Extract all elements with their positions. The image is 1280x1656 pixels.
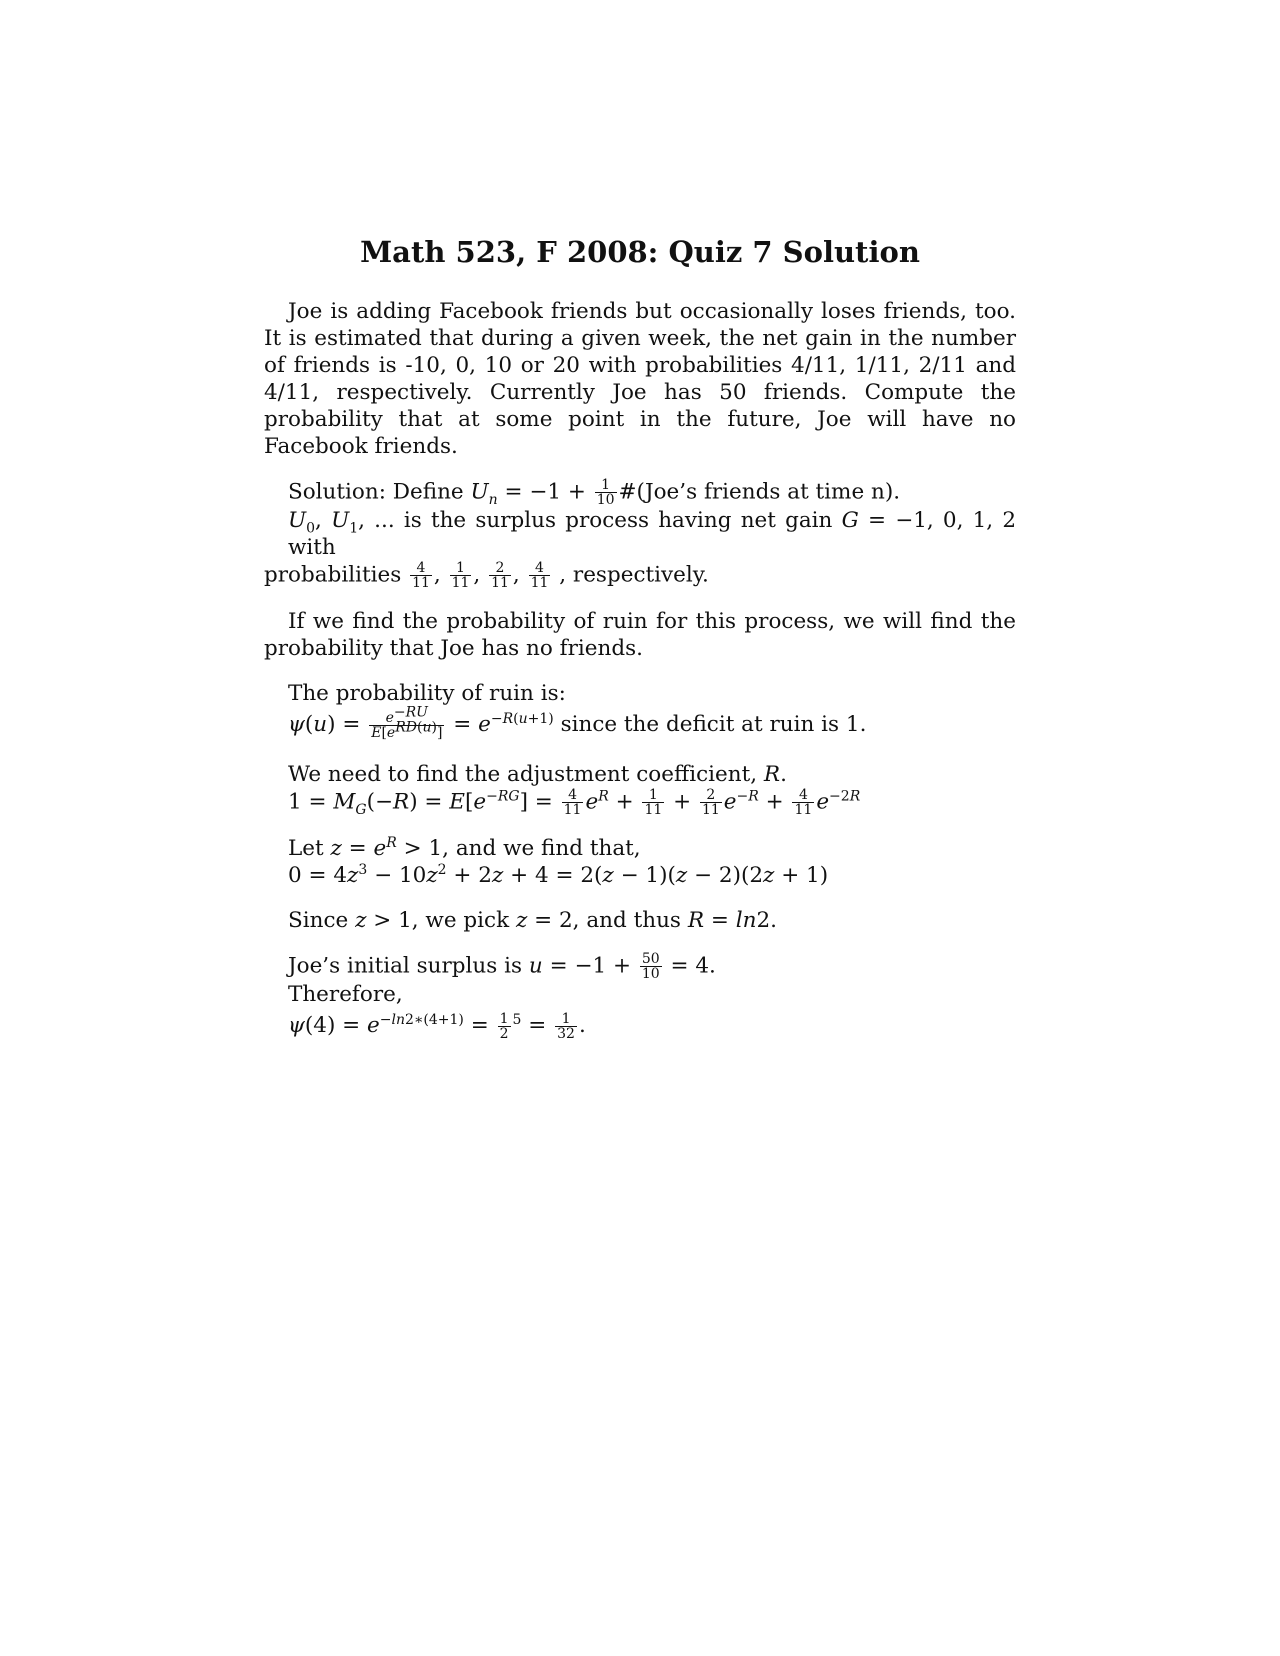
thus-text: , and thus: [572, 908, 681, 933]
probabilities-word: probabilities: [264, 562, 402, 588]
let-z-text: , and we find that,: [442, 836, 641, 861]
surplus-text: is the surplus process having net gain: [403, 508, 833, 533]
deficit-note: since the deficit at ruin is 1.: [560, 712, 867, 737]
document-body: [264, 232, 1016, 1062]
initial-surplus-text: Joe’s initial surplus is: [288, 953, 523, 979]
substitution: Let $z = e^R > 1$, and we find that, $0 = 4z^3 - 10z^2 + 2z + 4 = 2(z - 1)(z - 2)(2z + 1)$: [288, 834, 829, 888]
pick-text: , we pick: [411, 908, 510, 933]
root-selection: Since z > 1, we pick z = 2, and thus R = ln2.: [288, 908, 777, 933]
final-computation: Joe’s initial surplus is u = −1 + $\frac{50}{10}$ = 4. Therefore, $\psi(4) = e^{-ln2∗(4+1)}$ = $\frac{1}{2}$ $^5$ = $\frac{1}{32}$ .: [264, 952, 1016, 1044]
define-prefix: Solution: Define: [288, 479, 471, 505]
define-suffix: #(Joe’s friends at time n).: [618, 479, 901, 505]
respectively-text: , respectively.: [559, 562, 709, 588]
since-text: Since: [288, 908, 349, 933]
page-title: Math 523, F 2008: Quiz 7 Solution: [360, 235, 920, 269]
gain-values: = −1, 0, 1, 2 with: [288, 508, 1017, 560]
therefore-text: Therefore,: [288, 982, 403, 1007]
ruin-paragraph: If we find the probability of ruin for this process, we will find the probability that Joe has no friends.: [264, 609, 1016, 661]
fraction-1-10: $\frac{1}{10}$: [596, 477, 615, 508]
adjustment-intro: We need to find the adjustment coefficient,: [288, 762, 758, 787]
solution-definition: Solution: Define $U_n = -1$ + $\frac{1}{10}$ #(Joe’s friends at time n). $U_0$, $U_1$, ... is the surplus process having net gain G = −1, 0, 1, 2 with probabilities $\frac{4}{11}$ , $\frac{1}{11}$ , $\frac{2}{11}$ , $\frac{4}{11}$ , respectively.: [264, 477, 1017, 591]
ruin-probability: The probability of ruin is: ψ(u) = $\frac{e^{-RU}}{E[e^{RD(u)}]}$ = $e^{-R(u+1)}$ since the deficit at ruin is 1.: [264, 680, 1016, 743]
problem-statement: Joe is adding Facebook friends but occasionally loses friends, too. It is estimated that during a given week, the net gain in the number of friends is -10, 0, 10 or 20 with probabilities 4/11, 1/11, 2/11 and 4/11, respectively. Currently Joe has 50 friends. Compute the probability that at some point in the future, Joe will have no Facebook friends.: [264, 299, 1016, 459]
adjustment-coefficient: We need to find the adjustment coefficient, R. $1 = M_G(-R) = E[e^{-RG}]$ = $\frac{4}{11}$ $e^R$ + $\frac{1}{11}$ + $\frac{2}{11}$ $e^{-R}$ + $\frac{4}{11}$ $e^{-2R}$: [288, 762, 861, 818]
ruin-intro: The probability of ruin is:: [288, 681, 566, 706]
